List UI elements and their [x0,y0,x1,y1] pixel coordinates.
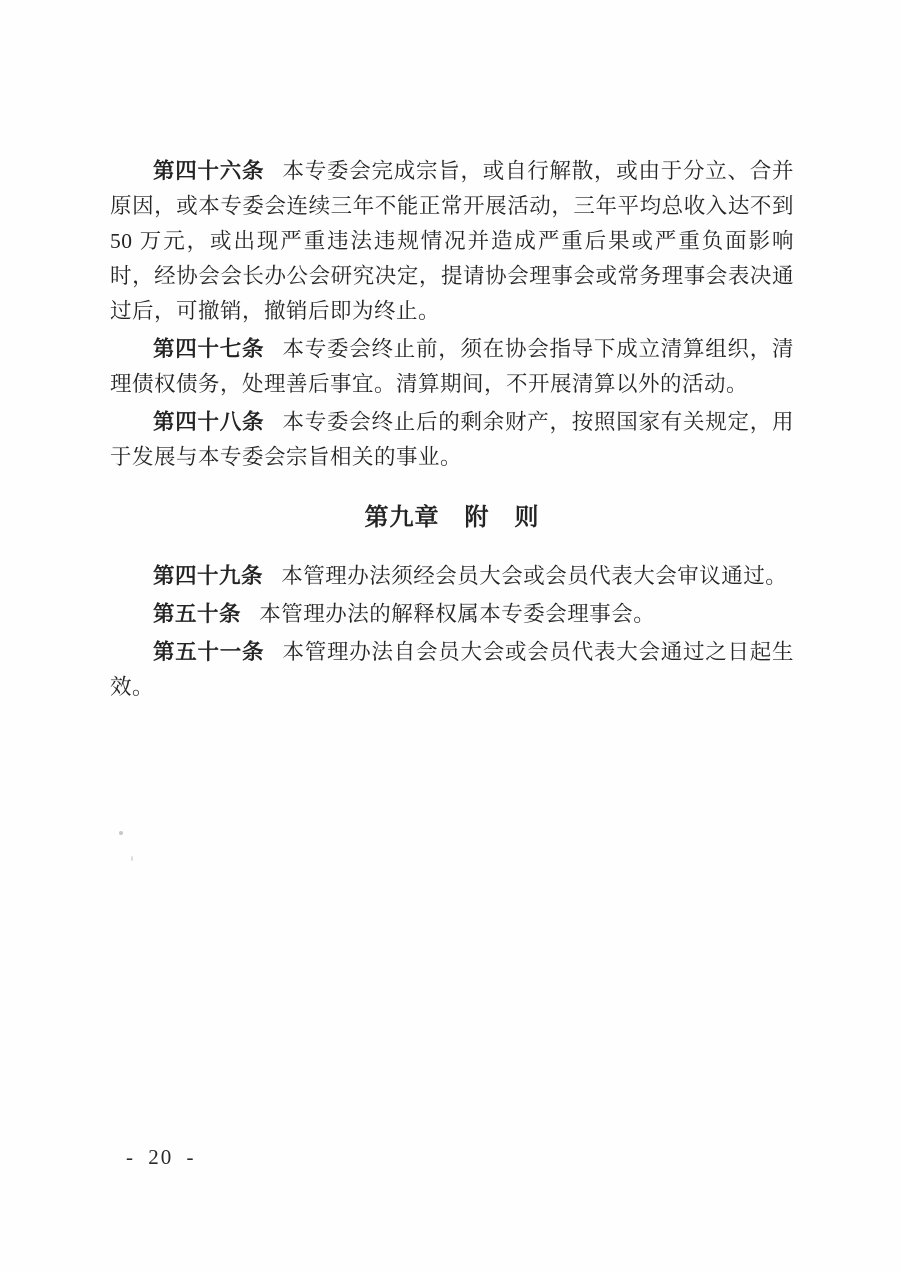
article-51-text: 本管理办法自会员大会或会员代表大会通过之日起生效。 [110,640,794,699]
article-46-text: 本专委会完成宗旨，或自行解散，或由于分立、合并原因，或本专委会连续三年不能正常开展活动，三年平均总收入达不到 50 万元，或出现严重违法违规情况并造成严重后果或严重负面影响时，经协会会长办公会研究决定，提请协会理事会或常务理事会表决通过后，可撤销，撤销后即为终止。 [110,159,794,323]
article-48-paragraph [110,405,794,475]
article-47-number: 第四十七条 [153,337,265,361]
chapter-heading: 第九章 附 则 [364,505,540,531]
article-48-number: 第四十八条 [153,410,265,434]
article-51-paragraph [110,635,794,705]
article-49-paragraph [110,559,794,594]
article-46-number: 第四十六条 [153,159,265,183]
page-number: - 20 - [126,1145,196,1169]
article-47-paragraph [110,332,794,402]
article-48-text: 本专委会终止后的剩余财产，按照国家有关规定，用于发展与本专委会宗旨相关的事业。 [110,410,794,469]
document-body [110,151,794,708]
article-49-number: 第四十九条 [153,564,264,588]
article-46-paragraph [110,154,794,329]
article-50-text: 本管理办法的解释权属本专委会理事会。 [259,602,656,626]
article-49-text: 本管理办法须经会员大会或会员代表大会审议通过。 [281,564,788,588]
article-50-number: 第五十条 [153,602,242,626]
scan-speck [119,831,123,835]
article-47-text: 本专委会终止前，须在协会指导下成立清算组织，清理债权债务，处理善后事宜。清算期间，不开展清算以外的活动。 [110,337,794,396]
scan-speck [131,856,133,861]
article-50-paragraph [110,597,794,632]
article-51-number: 第五十一条 [153,640,265,664]
